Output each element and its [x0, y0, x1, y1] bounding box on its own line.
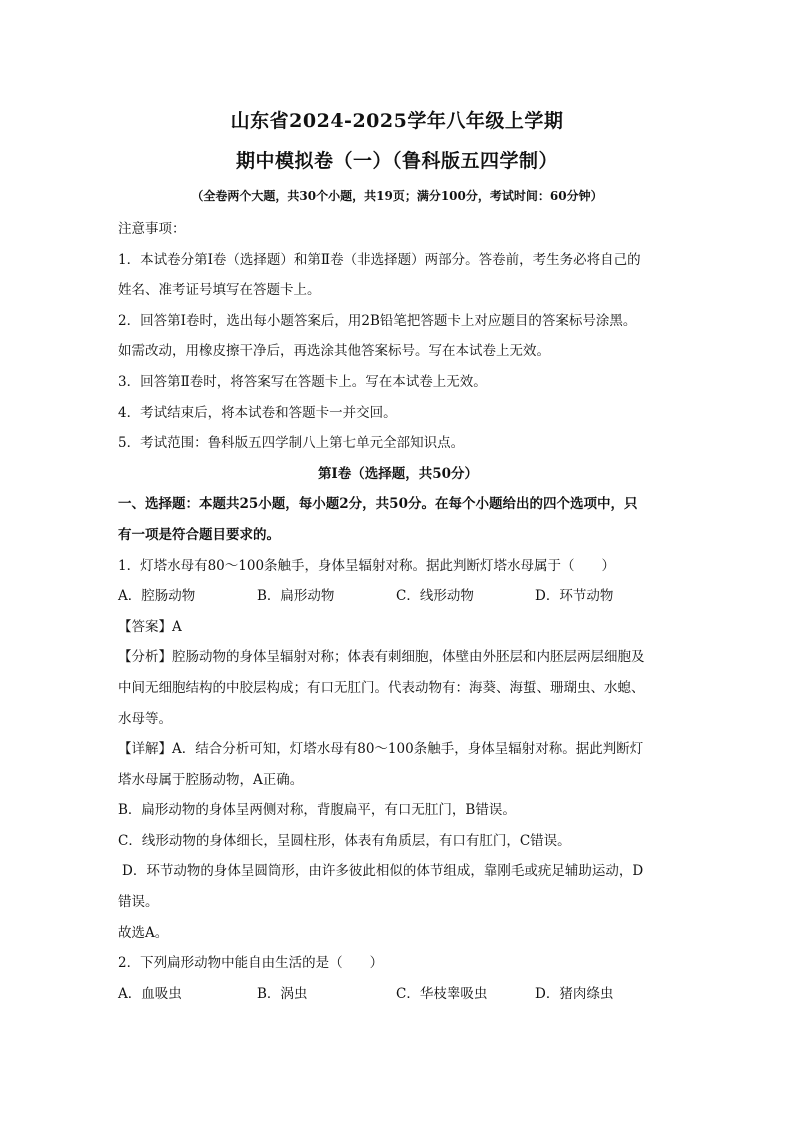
- question-2-stem: 2．下列扁形动物中能自由生活的是（ ）: [118, 955, 384, 972]
- question-1-options: [118, 581, 678, 612]
- detail-line: C．线形动物的身体细长，呈圆柱形，体表有角质层，有口有肛门，C错误。: [118, 832, 571, 849]
- detail-line: 错误。: [118, 894, 159, 911]
- note-line: 如需改动，用橡皮擦干净后，再选涂其他答案标号。写在本试卷上无效。: [118, 343, 550, 360]
- option-c: C．线形动物: [396, 588, 474, 605]
- option-b: B．涡虫: [257, 985, 308, 1002]
- detail-line: B．扁形动物的身体呈两侧对称，背腹扁平，有口无肛门，B错误。: [118, 802, 516, 819]
- part1-instruction: 有一项是符合题目要求的。: [118, 526, 280, 543]
- exam-title-line2: 期中模拟卷（一）（鲁科版五四学制）: [235, 150, 558, 172]
- question-1-answer: 【答案】A: [118, 618, 182, 635]
- notes-heading: 注意事项：: [118, 221, 186, 237]
- option-d: D．环节动物: [535, 588, 614, 605]
- detail-line: D．环节动物的身体呈圆筒形，由许多彼此相似的体节组成，靠刚毛或疣足辅助运动，D: [122, 863, 644, 880]
- exam-title-line1: 山东省2024-2025学年八年级上学期: [230, 110, 564, 132]
- note-line: 2．回答第Ⅰ卷时，选出每小题答案后，用2B铅笔把答题卡上对应题目的答案标号涂黑。: [118, 312, 637, 329]
- detail-line: 【详解】A．结合分析可知，灯塔水母有80～100条触手，身体呈辐射对称。据此判断灯: [118, 741, 644, 758]
- option-c: C．华枝睾吸虫: [396, 985, 488, 1002]
- section-heading: 第Ⅰ卷（选择题，共50分）: [317, 465, 479, 482]
- detail-line: 故选A。: [118, 924, 169, 941]
- analysis-line: 【分析】腔肠动物的身体呈辐射对称；体表有刺细胞，体壁由外胚层和内胚层两层细胞及: [118, 649, 645, 666]
- analysis-line: 中间无细胞结构的中胶层构成；有口无肛门。代表动物有：海葵、海蜇、珊瑚虫、水螅、: [118, 679, 645, 696]
- analysis-line: 水母等。: [118, 710, 172, 727]
- note-line: 3．回答第Ⅱ卷时，将答案写在答题卡上。写在本试卷上无效。: [118, 373, 487, 390]
- question-2-options: [118, 979, 678, 1010]
- option-b: B．扁形动物: [257, 588, 335, 605]
- question-1-stem: 1．灯塔水母有80～100条触手，身体呈辐射对称。据此判断灯塔水母属于（ ）: [118, 557, 616, 574]
- detail-line: 塔水母属于腔肠动物，A正确。: [118, 771, 304, 788]
- note-line: 4．考试结束后，将本试卷和答题卡一并交回。: [118, 404, 397, 421]
- note-line: 5．考试范围：鲁科版五四学制八上第七单元全部知识点。: [118, 435, 465, 452]
- note-line: 1．本试卷分第Ⅰ卷（选择题）和第Ⅱ卷（非选择题）两部分。答卷前，考生务必将自己的: [118, 251, 641, 268]
- option-a: A．血吸虫: [118, 985, 182, 1002]
- option-d: D．猪肉绦虫: [535, 985, 614, 1002]
- exam-subtitle: （全卷两个大题，共30个小题，共19页；满分100分，考试时间：60分钟）: [191, 189, 603, 203]
- part1-instruction: 一、选择题：本题共25小题，每小题2分，共50分。在每个小题给出的四个选项中，只: [118, 496, 638, 513]
- exam-body: [118, 214, 678, 1009]
- option-a: A．腔肠动物: [118, 588, 196, 605]
- note-line: 姓名、准考证号填写在答题卡上。: [118, 282, 321, 299]
